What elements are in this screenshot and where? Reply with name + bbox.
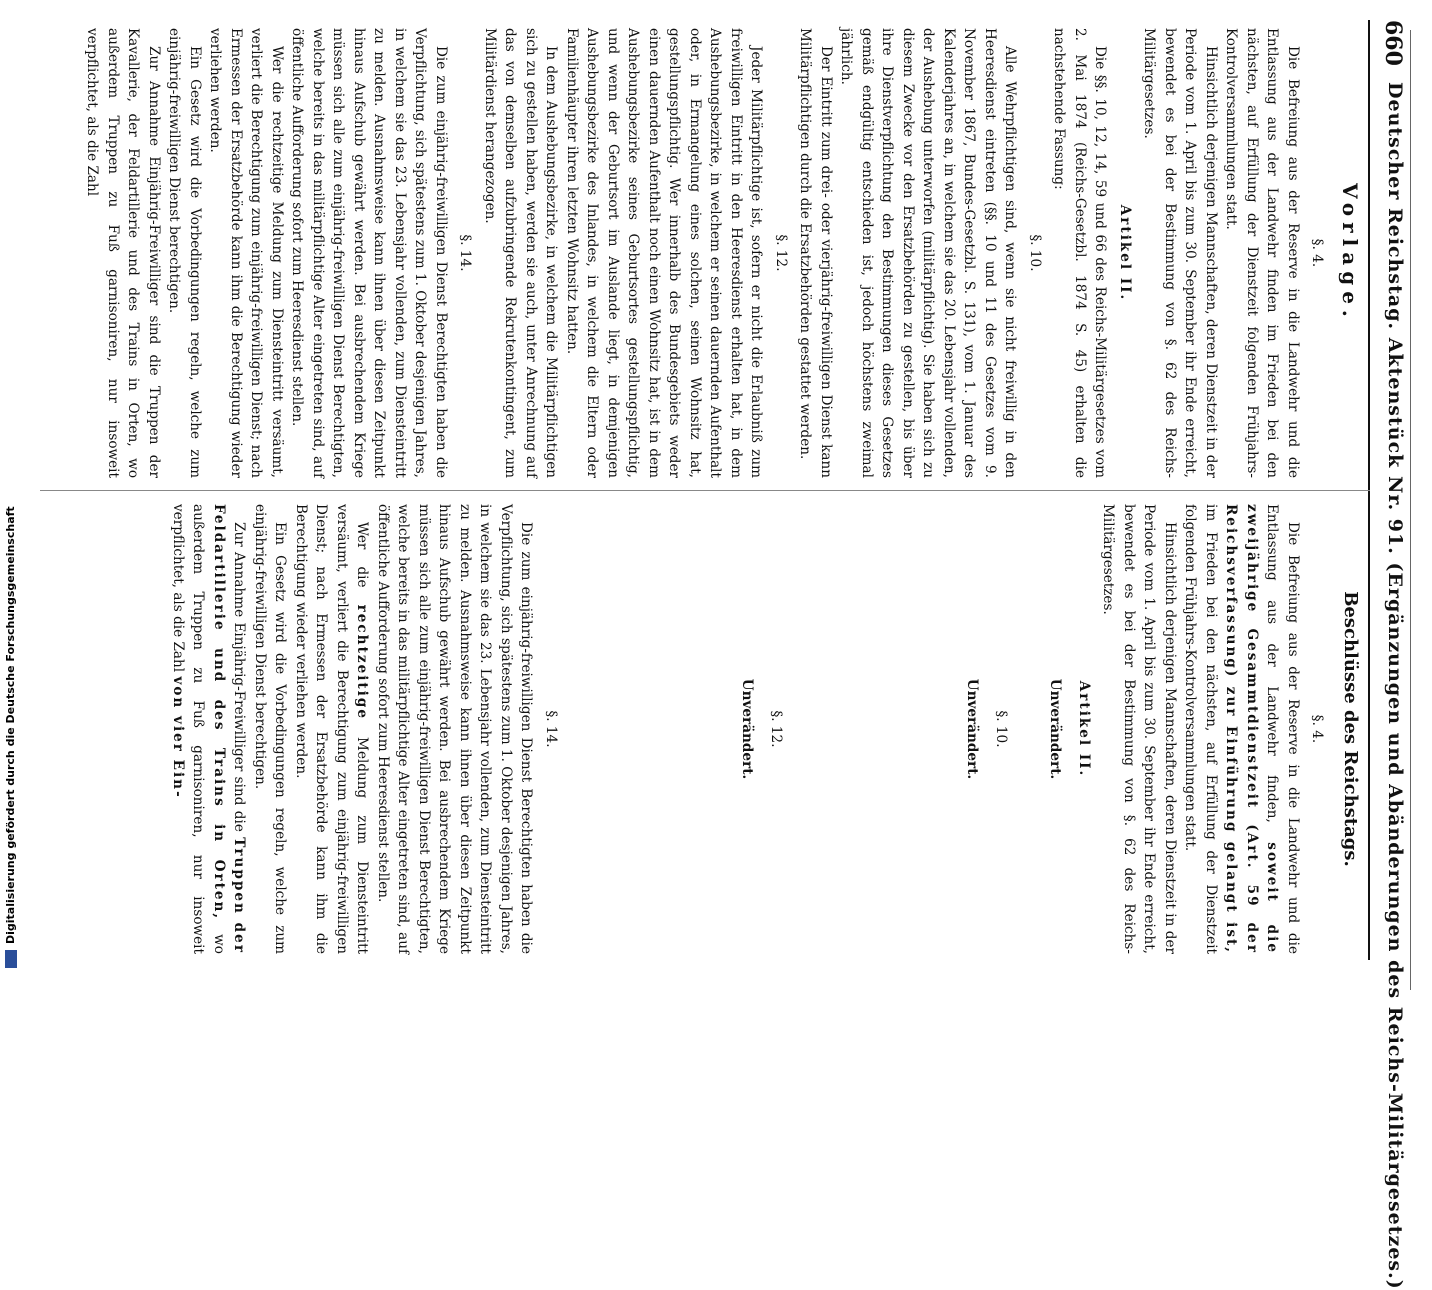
right-section-4-text-c: im Frieden bei den nächsten, auf Erfüllung der Dienstzeit folgenden Frühjahrs-Kontrolversammlungen statt. [1182, 504, 1219, 954]
right-section-14-number: §. 14. [543, 710, 559, 748]
section-12-para-1: Jeder Militärpflichtige ist, sofern er nicht die Erlaubniß zum freiwilligen Eintritt in den Heeresdienst erhalten hat, in dem Aushebungsbezirke, in welchem er seinen dauernden Aufenthalt oder, in Ermangelung eines solchen, seinen Wohnsitz hat, gestellungspflichtig. Wer innerhalb des Bundesgebiets weder einen dauernden Aufenthalt noch einen Wohnsitz hat, ist in dem Aushebungsbezirke seines Geburtsortes gestellungspflichtig, und wenn der Geburtsort im Auslande liegt, in demjenigen Aushebungsbezirke des Inlandes, in welchem die Eltern oder Familienhäupter ihren letzten Wohnsitz hatten. [564, 28, 765, 478]
right-article-2-unchanged: Unverändert. [1047, 678, 1064, 780]
section-14-number: §. 14. [457, 234, 474, 272]
right-section-4-para-2: Hinsichtlich derjenigen Mannschaften, deren Dienstzeit in der Periode vom 1. April bis zum 30. September ihr Ende erreicht, bewendet es bei der Bestimmung von §. 62 des Reichs-Militärgesetzes. [1100, 504, 1178, 954]
page-number: 660 [1380, 20, 1406, 66]
document-page [24, 20, 1414, 1290]
right-section-14-p4-text-a: Zur Annahme Einjährig-Freiwilliger sind die [231, 522, 248, 832]
column-divider [40, 490, 1370, 491]
right-section-14-p4-emphasis: Truppen der Feldartillerie und des Trains in Orten, [211, 504, 248, 954]
digitization-credit [4, 0, 24, 968]
section-10-para-1: Alle Wehrpflichtigen sind, wenn sie nicht freiwillig in den Heeresdienst eintreten (§§. 10 und 11 des Gesetzes vom 9. November 1867, Bundes-Gesetzbl. S. 131), vom 1. Januar des Kalenderjahres an, in welchem sie das 20. Lebensjahr vollenden, der Aushebung unterworfen (militärpflichtig). Sie haben sich zu diesem Zwecke vor den Ersatzbehörden zu gestellen, bis über ihre Dienstverpflichtung den Bestimmungen dieses Gesetzes gemäß endgültig entschieden ist, jedoch höchstens zweimal jährlich. [838, 28, 1019, 478]
right-section-4-amendment: soweit die zweijährige Gesammtdienstzeit (Art. 59 der Reichsverfassung) zur Einführung gelangt ist, [1223, 504, 1281, 954]
section-14-para-2: Wer die rechtzeitige Meldung zum Diensteintritt versäumt, verliert die Berechtigung zum einjährig-freiwilligen Dienst; nach Ermessen der Ersatzbehörde kann ihm die Berechtigung wieder verliehen werden. [207, 28, 285, 478]
column-vorlage [82, 28, 1360, 478]
header-title: Deutscher Reichstag. Aktenstück Nr. 91. (Ergänzungen und Abänderungen des Reichs-Militärgesetzes.) [1384, 82, 1406, 1290]
section-4-number: §. 4. [1309, 238, 1326, 268]
column-beschluesse [168, 504, 1361, 954]
running-header [1368, 20, 1414, 1290]
right-section-4-text-a: Die Befreiung aus der Reserve in die Landwehr und die Entlassung aus der Landwehr finden, [1264, 504, 1301, 954]
right-section-14-para-3: Ein Gesetz wird die Vorbedingungen regeln, welche zum einjährig-freiwilligen Dienst berechtigen. [252, 504, 289, 954]
section-10-para-2: Der Eintritt zum drei- oder vierjährig-freiwilligen Dienst kann Militärpflichtigen durch die Ersatzbehörden gestattet werden. [797, 28, 834, 478]
article-2-number: Artikel II. [1117, 204, 1133, 302]
right-section-4-number: §. 4. [1309, 714, 1326, 744]
right-article-2-number: Artikel II. [1076, 680, 1092, 778]
section-10-number: §. 10. [1027, 234, 1043, 272]
beschluesse-heading: Beschlüsse des Reichstags. [1340, 591, 1361, 867]
section-12-para-2: In dem Aushebungsbezirke, in welchem die Militärpflichtigen sich zu gestellen haben, werden sie auch, unter Anrechnung auf das von demselben aufzubringende Rekrutenkontingent, zum Militärdienst herangezogen. [482, 28, 560, 478]
right-section-12-number: §. 12. [768, 710, 784, 748]
right-section-14-emphasis: rechtzeitige [354, 604, 371, 720]
right-section-14-p4-emphasis-2: von vier Ein- [170, 676, 186, 799]
right-section-12-unchanged: Unverändert. [739, 678, 756, 780]
right-section-14-text-c: Meldung zum Diensteintritt versäumt, verliert die Berechtigung zum einjährig-freiwilligen Dienst; nach Ermessen der Ersatzbehörde kann ihm die Berechtigung wieder verliehen werden. [293, 504, 371, 955]
dfg-logo-icon [5, 950, 17, 968]
right-section-10-unchanged: Unverändert. [964, 678, 981, 780]
right-section-14-para-2 [291, 504, 373, 954]
section-14-para-3: Ein Gesetz wird die Vorbedingungen regeln, welche zum einjährig-freiwilligen Dienst berechtigen. [166, 28, 203, 478]
right-section-14-p4-text-c: wo außerdem Truppen zu Fuß garnisoniren, nur insoweit verpflichtet, als die Zahl [170, 504, 227, 954]
section-12-number: §. 12. [773, 234, 789, 272]
right-section-10-number: §. 10. [993, 710, 1009, 748]
right-section-14-para-4 [168, 504, 250, 954]
section-4-para-2: Hinsichtlich derjenigen Mannschaften, deren Dienstzeit in der Periode vom 1. April bis zum 30. September ihr Ende erreicht, bewendet es bei der Bestimmung von §. 62 des Reichs-Militärgesetzes. [1141, 28, 1219, 478]
section-14-para-1: Die zum einjährig-freiwilligen Dienst Berechtigten haben die Verpflichtung, sich spätestens zum 1. Oktober desjenigen Jahres, in welchem sie das 23. Lebensjahr vollenden, zum Diensteintritt zu melden. Ausnahmsweise kann ihnen über diesen Zeitpunkt hinaus Aufschub gewährt werden. Bei ausbrechendem Kriege müssen sich alle zum einjährig-freiwilligen Dienst Berechtigten, welche bereits in das militärpflichtige Alter eingetreten sind, auf öffentliche Aufforderung sofort zum Heeresdienst stellen. [289, 28, 449, 478]
right-section-14-text-a: Wer die [354, 522, 371, 588]
right-section-14-para-1: Die zum einjährig-freiwilligen Dienst Berechtigten haben die Verpflichtung, sich spätestens zum 1. Oktober desjenigen Jahres, in welchem sie das 23. Lebensjahr vollenden, zum Diensteintritt zu melden. Ausnahmsweise kann ihnen über diesen Zeitpunkt hinaus Aufschub gewährt werden. Bei ausbrechendem Kriege müssen sich alle zum einjährig-freiwilligen Dienst Berechtigten, welche bereits in das militärpflichtige Alter eingetreten sind, auf öffentliche Aufforderung sofort zum Heeresdienst stellen. [375, 504, 535, 954]
vorlage-heading: Vorlage. [1338, 183, 1362, 323]
section-14-para-4: Zur Annahme Einjährig-Freiwilliger sind die Truppen der Kavallerie, der Feldartillerie und des Trains in Orten, wo außerdem Truppen zu Fuß garnisoniren, nur insoweit verpflichtet, als die Zahl [84, 28, 162, 478]
article-2-para: Die §§. 10, 12, 14, 59 und 66 des Reichs-Militärgesetzes vom 2. Mai 1874 (Reichs-Gesetzbl. 1874 S. 45) erhalten die nachstehende Fassung: [1051, 28, 1109, 478]
right-section-4-para-1 [1180, 504, 1303, 954]
section-4-para-1: Die Befreiung aus der Reserve in die Landwehr und die Entlassung aus der Landwehr finden im Frieden bei den nächsten, auf Erfüllung der Dienstzeit folgenden Frühjahrs-Kontrolversammlungen statt. [1223, 28, 1301, 478]
credit-text: Digitalisierung gefördert durch die Deutsche Forschungsgemeinschaft [4, 506, 17, 944]
